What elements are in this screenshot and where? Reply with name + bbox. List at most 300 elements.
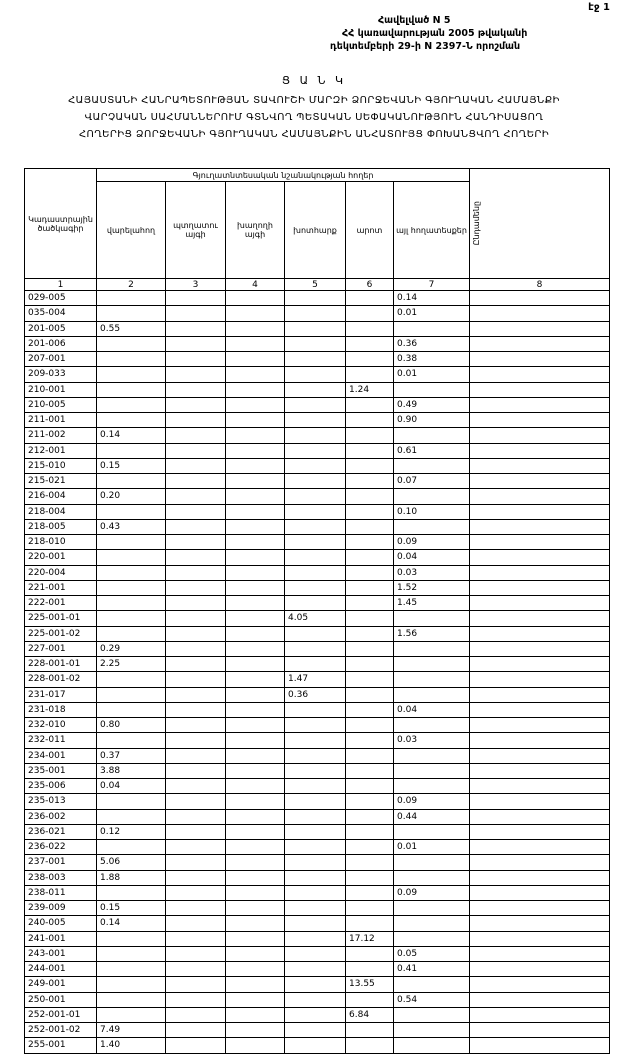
cell-total [470,413,610,428]
cell-other-land [394,382,470,397]
cell-arable [97,672,166,687]
header-agricultural-land: Գյուղատնտեսական նշանակության հողեր [97,169,470,182]
cell-orchard [166,550,226,565]
cell-orchard [166,336,226,351]
cell-orchard [166,306,226,321]
cell-total [470,733,610,748]
cell-pasture [346,443,394,458]
cell-orchard [166,626,226,641]
cell-hayfield [285,397,346,412]
cell-orchard [166,428,226,443]
cell-vineyard [226,382,285,397]
cell-orchard [166,748,226,763]
cell-pasture [346,748,394,763]
land-table [24,168,609,1054]
cell-vineyard [226,733,285,748]
cell-arable [97,977,166,992]
cell-cadastral-code: 236-022 [25,840,97,855]
cell-arable [97,397,166,412]
table-row [25,1038,610,1053]
appendix-line-2: ՀՀ կառավարության 2005 թվականի [342,28,528,39]
cell-orchard [166,733,226,748]
cell-other-land [394,718,470,733]
cell-arable [97,931,166,946]
header-arable: վարելահող [97,182,166,279]
cell-hayfield [285,901,346,916]
cell-cadastral-code: 235-006 [25,779,97,794]
cell-arable: 3.88 [97,763,166,778]
cell-orchard [166,946,226,961]
cell-arable [97,291,166,306]
cell-hayfield [285,916,346,931]
cell-hayfield: 4.05 [285,611,346,626]
cell-total [470,1038,610,1053]
cell-total [470,748,610,763]
cell-total [470,718,610,733]
cell-other-land: 0.01 [394,840,470,855]
cell-cadastral-code: 238-003 [25,870,97,885]
cell-vineyard [226,779,285,794]
cell-arable [97,580,166,595]
cell-arable: 1.40 [97,1038,166,1053]
cell-arable [97,550,166,565]
cell-vineyard [226,565,285,580]
table-row [25,672,610,687]
cell-hayfield [285,626,346,641]
cell-cadastral-code: 244-001 [25,962,97,977]
cell-total [470,901,610,916]
cell-hayfield [285,733,346,748]
cell-pasture [346,550,394,565]
cell-hayfield [285,840,346,855]
cell-vineyard [226,794,285,809]
cell-pasture: 13.55 [346,977,394,992]
cell-vineyard [226,885,285,900]
cell-vineyard [226,672,285,687]
cell-hayfield [285,504,346,519]
cell-hayfield [285,657,346,672]
cell-pasture [346,504,394,519]
cell-pasture [346,870,394,885]
cell-other-land [394,1038,470,1053]
cell-cadastral-code: 035-004 [25,306,97,321]
cell-arable [97,336,166,351]
cell-cadastral-code: 228-001-02 [25,672,97,687]
cell-arable [97,687,166,702]
cell-hayfield [285,885,346,900]
cell-hayfield [285,458,346,473]
cell-cadastral-code: 236-002 [25,809,97,824]
cell-hayfield: 1.47 [285,672,346,687]
cell-arable: 0.04 [97,779,166,794]
cell-orchard [166,596,226,611]
cell-hayfield [285,946,346,961]
cell-orchard [166,580,226,595]
cell-other-land [394,779,470,794]
cell-arable [97,474,166,489]
table-row [25,580,610,595]
cell-cadastral-code: 201-005 [25,321,97,336]
cell-pasture [346,565,394,580]
cell-arable [97,306,166,321]
cell-arable [97,413,166,428]
cell-orchard [166,443,226,458]
cell-arable [97,367,166,382]
table-row [25,535,610,550]
cell-total [470,992,610,1007]
cell-orchard [166,809,226,824]
cell-total [470,291,610,306]
cell-hayfield [285,291,346,306]
cell-cadastral-code: 220-001 [25,550,97,565]
header-other-land: այլ հողատեսքեր [394,182,470,279]
cell-pasture [346,352,394,367]
table-row [25,824,610,839]
cell-cadastral-code: 228-001-01 [25,657,97,672]
cell-vineyard [226,718,285,733]
table-row [25,458,610,473]
cell-vineyard [226,474,285,489]
cell-vineyard [226,946,285,961]
cell-hayfield [285,641,346,656]
cell-hayfield [285,977,346,992]
cell-cadastral-code: 221-001 [25,580,97,595]
cell-arable [97,733,166,748]
cell-hayfield [285,702,346,717]
cell-other-land: 0.09 [394,885,470,900]
cell-orchard [166,855,226,870]
table-row [25,885,610,900]
cell-other-land: 0.03 [394,565,470,580]
cell-total [470,352,610,367]
document-subtitle [10,92,618,143]
table-row [25,519,610,534]
cell-vineyard [226,763,285,778]
cell-pasture [346,702,394,717]
table-row [25,443,610,458]
cell-total [470,855,610,870]
cell-cadastral-code: 255-001 [25,1038,97,1053]
cell-pasture [346,840,394,855]
table-row [25,779,610,794]
cell-pasture [346,672,394,687]
cell-pasture [346,397,394,412]
column-number-row [25,279,610,291]
cell-orchard [166,504,226,519]
cell-arable: 0.12 [97,824,166,839]
cell-total [470,840,610,855]
cell-vineyard [226,1038,285,1053]
cell-other-land [394,855,470,870]
cell-arable [97,382,166,397]
cell-orchard [166,977,226,992]
cell-pasture [346,596,394,611]
table-row [25,962,610,977]
cell-orchard [166,352,226,367]
table-row [25,763,610,778]
column-number: 8 [470,279,610,291]
cell-vineyard [226,550,285,565]
table-row [25,565,610,580]
cell-other-land: 1.56 [394,626,470,641]
cell-vineyard [226,809,285,824]
cell-arable: 0.14 [97,916,166,931]
cell-arable [97,962,166,977]
table-row [25,809,610,824]
cell-total [470,489,610,504]
column-number: 3 [166,279,226,291]
cell-pasture [346,1023,394,1038]
cell-pasture [346,824,394,839]
cell-total [470,611,610,626]
table-row [25,306,610,321]
cell-arable [97,1007,166,1022]
cell-vineyard [226,306,285,321]
cell-arable [97,809,166,824]
cell-vineyard [226,687,285,702]
cell-other-land [394,748,470,763]
cell-orchard [166,992,226,1007]
cell-vineyard [226,458,285,473]
cell-vineyard [226,596,285,611]
cell-arable [97,946,166,961]
appendix-line-3: դեկտեմբերի 29-ի N 2397-Ն որոշման [330,41,521,52]
cell-orchard [166,840,226,855]
cell-hayfield [285,550,346,565]
cell-orchard [166,458,226,473]
cell-arable: 1.88 [97,870,166,885]
cell-vineyard [226,413,285,428]
cell-orchard [166,565,226,580]
cell-orchard [166,824,226,839]
cell-total [470,580,610,595]
cell-other-land [394,657,470,672]
cell-orchard [166,901,226,916]
table-row [25,352,610,367]
cell-cadastral-code: 227-001 [25,641,97,656]
table-row [25,870,610,885]
cell-pasture [346,474,394,489]
cell-other-land: 0.07 [394,474,470,489]
cell-total [470,962,610,977]
table-row [25,992,610,1007]
cell-arable [97,596,166,611]
cell-total [470,321,610,336]
cell-total [470,641,610,656]
cell-hayfield [285,855,346,870]
cell-pasture [346,962,394,977]
cell-vineyard [226,931,285,946]
cell-cadastral-code: 239-009 [25,901,97,916]
cell-vineyard [226,397,285,412]
cell-pasture [346,794,394,809]
cell-other-land: 0.14 [394,291,470,306]
cell-hayfield [285,809,346,824]
cell-total [470,931,610,946]
cell-orchard [166,962,226,977]
cell-total [470,916,610,931]
cell-other-land [394,641,470,656]
cell-total [470,565,610,580]
cell-total [470,809,610,824]
cell-arable [97,840,166,855]
cell-arable: 7.49 [97,1023,166,1038]
cell-other-land: 0.10 [394,504,470,519]
cell-vineyard [226,626,285,641]
column-number: 5 [285,279,346,291]
cell-cadastral-code: 225-001-02 [25,626,97,641]
cell-cadastral-code: 211-002 [25,428,97,443]
cell-orchard [166,611,226,626]
cell-vineyard [226,1007,285,1022]
cell-hayfield [285,336,346,351]
cell-arable [97,565,166,580]
cell-orchard [166,672,226,687]
cell-pasture [346,291,394,306]
cell-pasture [346,779,394,794]
cell-vineyard [226,657,285,672]
table-row [25,321,610,336]
table-row [25,382,610,397]
cell-arable [97,885,166,900]
cell-hayfield [285,748,346,763]
cell-orchard [166,367,226,382]
cell-cadastral-code: 231-017 [25,687,97,702]
cell-cadastral-code: 218-005 [25,519,97,534]
cell-cadastral-code: 241-001 [25,931,97,946]
cell-arable [97,535,166,550]
table-row [25,641,610,656]
cell-vineyard [226,824,285,839]
cell-hayfield [285,779,346,794]
cell-pasture [346,641,394,656]
cell-vineyard [226,840,285,855]
cell-pasture: 1.24 [346,382,394,397]
cell-other-land: 0.54 [394,992,470,1007]
cell-pasture [346,336,394,351]
table-row [25,1023,610,1038]
table-row [25,687,610,702]
cell-hayfield [285,306,346,321]
cell-other-land [394,321,470,336]
cell-other-land: 0.04 [394,702,470,717]
cell-other-land: 0.01 [394,306,470,321]
cell-arable [97,504,166,519]
cell-other-land: 1.52 [394,580,470,595]
cell-arable: 2.25 [97,657,166,672]
cell-hayfield [285,596,346,611]
cell-pasture [346,733,394,748]
cell-other-land: 0.03 [394,733,470,748]
cell-orchard [166,291,226,306]
cell-hayfield [285,718,346,733]
cell-vineyard [226,504,285,519]
cell-arable [97,992,166,1007]
cell-arable: 0.20 [97,489,166,504]
cell-total [470,977,610,992]
cell-cadastral-code: 250-001 [25,992,97,1007]
cell-pasture [346,413,394,428]
header-pasture: արոտ [346,182,394,279]
cell-hayfield [285,931,346,946]
cell-orchard [166,931,226,946]
cell-other-land: 0.36 [394,336,470,351]
cell-vineyard [226,489,285,504]
table-row [25,901,610,916]
column-number: 6 [346,279,394,291]
cell-total [470,596,610,611]
cell-cadastral-code: 249-001 [25,977,97,992]
cell-hayfield [285,580,346,595]
table-row [25,367,610,382]
table-row [25,550,610,565]
cell-other-land [394,687,470,702]
page-number: էջ 1 [588,2,610,13]
cell-arable: 0.37 [97,748,166,763]
cell-vineyard [226,855,285,870]
table-row [25,916,610,931]
cell-arable [97,352,166,367]
table-row [25,946,610,961]
cell-hayfield [285,763,346,778]
cell-other-land [394,824,470,839]
table-row [25,657,610,672]
cell-pasture [346,718,394,733]
cell-vineyard [226,519,285,534]
cell-vineyard [226,580,285,595]
cell-orchard [166,535,226,550]
cell-total [470,443,610,458]
cell-cadastral-code: 218-004 [25,504,97,519]
table-row [25,611,610,626]
cell-orchard [166,779,226,794]
table-row [25,413,610,428]
cell-cadastral-code: 236-021 [25,824,97,839]
cell-pasture [346,626,394,641]
cell-total [470,504,610,519]
cell-arable: 0.80 [97,718,166,733]
cell-vineyard [226,748,285,763]
cell-hayfield [285,992,346,1007]
cell-pasture [346,657,394,672]
cell-other-land: 0.09 [394,794,470,809]
cell-vineyard [226,977,285,992]
cell-orchard [166,321,226,336]
cell-hayfield [285,962,346,977]
cell-total [470,824,610,839]
cell-arable: 0.15 [97,901,166,916]
cell-hayfield: 0.36 [285,687,346,702]
table-row [25,718,610,733]
cell-cadastral-code: 218-010 [25,535,97,550]
cell-vineyard [226,321,285,336]
cell-pasture [346,489,394,504]
cell-orchard [166,397,226,412]
cell-hayfield [285,428,346,443]
cell-other-land [394,870,470,885]
appendix-line-1: Հավելված N 5 [378,15,451,26]
cell-cadastral-code: 252-001-02 [25,1023,97,1038]
cell-cadastral-code: 209-033 [25,367,97,382]
table-row [25,977,610,992]
cell-orchard [166,702,226,717]
table-row [25,702,610,717]
cell-other-land: 0.38 [394,352,470,367]
column-number: 4 [226,279,285,291]
cell-vineyard [226,1023,285,1038]
cell-other-land: 1.45 [394,596,470,611]
cell-hayfield [285,352,346,367]
